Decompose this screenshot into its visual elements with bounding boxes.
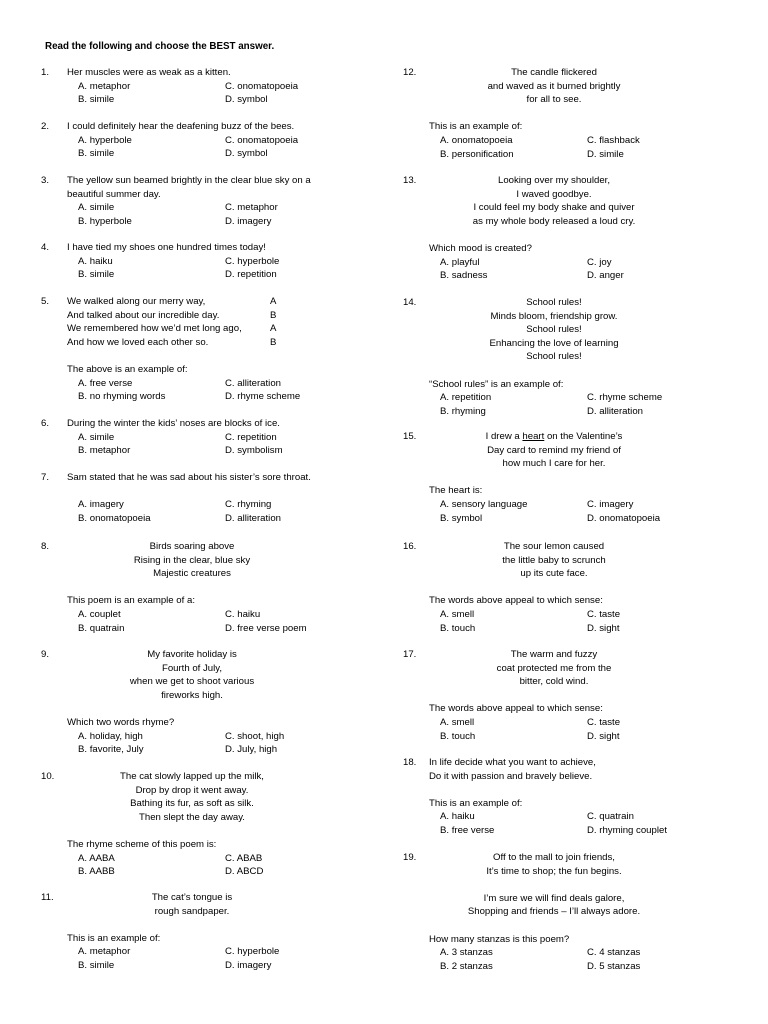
question-prompt: The words above appeal to which sense: <box>429 703 603 715</box>
answer-option: D. sight <box>587 622 620 634</box>
question-number: 11. <box>41 892 54 903</box>
answer-option: D. symbol <box>225 148 268 160</box>
question-number: 3. <box>41 175 50 186</box>
spacer <box>429 228 729 242</box>
answer-option: B. personification <box>440 148 514 160</box>
answer-option: B. 2 stanzas <box>440 960 493 972</box>
answer-option: C. rhyming <box>225 499 272 511</box>
question-text: I have tied my shoes one hundred times today! <box>67 242 266 253</box>
question-prompt: This is an example of: <box>67 932 161 944</box>
answer-option: A. smell <box>440 716 475 728</box>
answer-option: D. alliteration <box>587 405 643 417</box>
underlined-word: heart <box>522 431 545 442</box>
question-body <box>429 66 729 161</box>
spacer <box>67 702 367 716</box>
poem-line: Majestic creatures <box>153 568 231 580</box>
answer-option: C. taste <box>587 716 621 728</box>
question-body <box>429 540 729 635</box>
poem-line: Fourth of July, <box>161 662 223 674</box>
answer-option: D. imagery <box>225 215 272 227</box>
poem-line: And talked about our incredible day. <box>67 309 220 321</box>
question-number: 14. <box>403 297 417 308</box>
poem-line: up its cute face. <box>520 568 588 580</box>
answer-option: B. free verse <box>440 824 495 836</box>
spacer <box>429 581 729 595</box>
question-prompt: This poem is an example of a: <box>67 595 195 607</box>
answer-option: C. alliteration <box>225 377 281 389</box>
rhyme-letter: A <box>270 323 277 335</box>
question-number: 6. <box>41 418 50 429</box>
answer-options <box>78 255 367 282</box>
poem-line: Do it with passion and bravely believe. <box>429 770 593 782</box>
poem-line: and waved as it burned brightly <box>487 80 621 92</box>
answer-options <box>440 134 729 161</box>
question-body <box>67 174 367 228</box>
question-number: 1. <box>41 67 50 78</box>
spacer <box>429 364 729 378</box>
poem-line: The sour lemon caused <box>503 541 605 552</box>
answer-options <box>78 852 367 879</box>
question-body <box>67 417 367 458</box>
answer-option: B. quatrain <box>78 622 125 634</box>
answer-option: A. onomatopoeia <box>440 134 513 146</box>
answer-options <box>78 608 367 635</box>
poem-line: as my whole body released a loud cry. <box>472 215 636 227</box>
answer-option: C. repetition <box>225 431 277 443</box>
question-number: 7. <box>41 472 50 483</box>
answer-option: C. onomatopoeia <box>225 80 299 92</box>
answer-option: D. rhyming couplet <box>587 824 667 836</box>
answer-option: C. quatrain <box>587 811 634 823</box>
answer-option: C. haiku <box>225 608 261 620</box>
question-text: beautiful summer day. <box>67 188 161 200</box>
answer-option: C. metaphor <box>225 202 278 214</box>
question-text: I could definitely hear the deafening buzz of the bees. <box>67 121 295 132</box>
poem-line: School rules! <box>526 351 582 363</box>
answer-options <box>440 608 729 635</box>
answer-option: C. imagery <box>587 498 634 510</box>
answer-options <box>78 80 367 107</box>
answer-option: B. favorite, July <box>78 744 144 756</box>
rhyme-letter: B <box>270 309 277 321</box>
poem-line: The cat’s tongue is <box>151 892 233 903</box>
poem-line: how much I care for her. <box>502 458 606 470</box>
answer-option: B. simile <box>78 959 115 971</box>
answer-option: B. symbol <box>440 512 483 524</box>
question-prompt: This is an example of: <box>429 121 523 133</box>
poem-line: Rising in the clear, blue sky <box>133 554 251 566</box>
answer-option: B. touch <box>440 730 476 742</box>
answer-option: A. holiday, high <box>78 730 143 742</box>
answer-option: B. metaphor <box>78 445 131 457</box>
question-number: 10. <box>41 771 55 782</box>
poem-line: The candle flickered <box>511 67 597 78</box>
answer-option: D. symbol <box>225 94 268 106</box>
poem-line: Minds bloom, friendship grow. <box>490 310 618 322</box>
question-number: 8. <box>41 541 50 552</box>
answer-option: D. free verse poem <box>225 622 307 634</box>
question-number: 13. <box>403 175 417 186</box>
answer-option: A. sensory language <box>440 498 528 510</box>
answer-option: D. repetition <box>225 269 277 281</box>
answer-option: B. no rhyming words <box>78 391 166 403</box>
answer-option: D. July, high <box>225 744 278 756</box>
answer-option: B. rhyming <box>440 405 486 417</box>
poem-line: the little baby to scrunch <box>502 554 606 566</box>
answer-options <box>440 498 729 525</box>
spacer <box>429 107 729 121</box>
question-prompt: Which two words rhyme? <box>67 716 175 728</box>
question-body <box>429 296 729 418</box>
poem-line: We walked along our merry way, <box>67 296 206 307</box>
answer-option: A. haiku <box>78 255 113 267</box>
spacer <box>429 919 729 933</box>
poem-line: I drew a heart on the Valentine’s <box>485 431 623 442</box>
poem-line: when we get to shoot various <box>129 676 255 688</box>
question-number: 12. <box>403 67 417 78</box>
question-body <box>67 471 367 525</box>
spacer <box>67 918 367 932</box>
answer-options <box>78 431 367 458</box>
question-number: 19. <box>403 852 417 863</box>
rhyme-letter: B <box>270 336 277 348</box>
spacer <box>67 824 367 838</box>
answer-option: A. AABA <box>78 852 115 864</box>
answer-option: A. imagery <box>78 499 124 511</box>
answer-option: C. onomatopoeia <box>225 134 299 146</box>
question-prompt: “School rules” is an example of: <box>429 378 564 390</box>
question-text: Sam stated that he was sad about his sister’s sore throat. <box>67 472 311 483</box>
question-body <box>67 120 367 161</box>
answer-option: D. simile <box>587 148 624 160</box>
poem-line: Bathing its fur, as soft as silk. <box>130 798 254 810</box>
spacer <box>429 878 729 892</box>
question-body <box>67 241 367 282</box>
poem-line: Day card to remind my friend of <box>487 444 621 456</box>
question-body <box>429 851 729 973</box>
poem-line: Off to the mall to join friends, <box>493 852 615 863</box>
answer-option: C. shoot, high <box>225 730 285 742</box>
poem-line: coat protected me from the <box>496 662 612 674</box>
poem-line: We remembered how we’d met long ago, <box>67 323 242 335</box>
answer-options <box>78 377 367 404</box>
question-body <box>67 891 367 973</box>
spacer <box>429 471 729 485</box>
answer-option: D. symbolism <box>225 445 283 457</box>
question-body <box>429 430 729 525</box>
question-body <box>429 174 729 283</box>
poem-line: Enhancing the love of learning <box>489 337 619 349</box>
question-body <box>429 648 729 743</box>
spacer <box>67 581 367 595</box>
question-number: 16. <box>403 541 417 552</box>
answer-option: D. onomatopoeia <box>587 512 661 524</box>
question-body <box>67 295 367 404</box>
answer-option: A. metaphor <box>78 80 131 92</box>
answer-option: B. simile <box>78 148 115 160</box>
answer-option: A. simile <box>78 431 115 443</box>
answer-option: B. sadness <box>440 270 488 282</box>
question-body <box>67 540 367 635</box>
answer-option: D. sight <box>587 730 620 742</box>
poem-line: for all to see. <box>526 94 582 106</box>
poem-line: And how we loved each other so. <box>67 336 209 348</box>
poem-line: In life decide what you want to achieve, <box>429 757 596 768</box>
answer-option: B. touch <box>440 622 476 634</box>
answer-option: A. repetition <box>440 392 492 404</box>
answer-option: C. 4 stanzas <box>587 947 641 959</box>
question-text: During the winter the kids’ noses are blocks of ice. <box>67 418 280 429</box>
question-body <box>67 66 367 107</box>
answer-options <box>440 716 729 743</box>
poem-line: Drop by drop it went away. <box>135 784 249 796</box>
answer-options <box>78 498 367 525</box>
question-number: 4. <box>41 242 50 253</box>
answer-option: D. anger <box>587 270 624 282</box>
answer-option: B. simile <box>78 269 115 281</box>
poem-line: The cat slowly lapped up the milk, <box>120 771 264 782</box>
poem-line: School rules! <box>526 297 582 308</box>
question-prompt: This is an example of: <box>429 797 523 809</box>
question-number: 18. <box>403 757 417 768</box>
question-number: 9. <box>41 649 50 660</box>
answer-options <box>440 391 729 418</box>
answer-option: B. onomatopoeia <box>78 512 151 524</box>
question-number: 17. <box>403 649 417 660</box>
question-number: 15. <box>403 431 417 442</box>
answer-options <box>440 810 729 837</box>
question-prompt: How many stanzas is this poem? <box>429 933 570 945</box>
poem-line: School rules! <box>526 324 582 336</box>
poem-line: I’m sure we will find deals galore, <box>483 892 625 904</box>
worksheet-heading: Read the following and choose the BEST answer. <box>45 41 275 52</box>
question-prompt: Which mood is created? <box>429 242 532 254</box>
poem-line: Birds soaring above <box>149 541 235 552</box>
poem-line: Shopping and friends – I’ll always adore. <box>467 906 641 918</box>
answer-option: A. hyperbole <box>78 134 132 146</box>
poem-line: fireworks high. <box>161 689 223 701</box>
question-prompt: The rhyme scheme of this poem is: <box>67 838 217 850</box>
poem-line: I could feel my body shake and quiver <box>473 202 635 214</box>
question-prompt: The heart is: <box>429 485 483 497</box>
poem-line: My favorite holiday is <box>147 649 237 660</box>
answer-option: A. free verse <box>78 377 133 389</box>
answer-option: A. smell <box>440 608 475 620</box>
question-number: 2. <box>41 121 50 132</box>
answer-option: B. hyperbole <box>78 215 132 227</box>
answer-option: D. ABCD <box>225 866 264 878</box>
spacer <box>429 689 729 703</box>
question-text <box>67 485 367 499</box>
answer-option: A. couplet <box>78 608 121 620</box>
answer-option: C. taste <box>587 608 621 620</box>
question-number: 5. <box>41 296 50 307</box>
answer-option: C. rhyme scheme <box>587 392 663 404</box>
question-body <box>67 770 367 879</box>
answer-option: D. rhyme scheme <box>225 391 301 403</box>
answer-option: B. simile <box>78 94 115 106</box>
answer-option: D. alliteration <box>225 512 281 524</box>
poem-line: I waved goodbye. <box>516 188 592 200</box>
answer-option: A. simile <box>78 202 115 214</box>
question-text: The yellow sun beamed brightly in the clear blue sky on a <box>67 175 311 186</box>
spacer <box>67 349 367 363</box>
question-text: Her muscles were as weak as a kitten. <box>67 67 231 78</box>
answer-option: C. ABAB <box>225 852 263 864</box>
poem-line: bitter, cold wind. <box>519 676 589 688</box>
question-body <box>67 648 367 757</box>
rhyme-scheme-poem <box>67 295 367 349</box>
answer-option: A. 3 stanzas <box>440 947 493 959</box>
answer-options <box>78 134 367 161</box>
rhyme-letter: A <box>270 296 277 307</box>
poem-line: It’s time to shop; the fun begins. <box>486 865 622 877</box>
poem-line: rough sandpaper. <box>154 905 230 917</box>
question-prompt: The above is an example of: <box>67 363 188 375</box>
answer-options <box>440 256 729 283</box>
answer-options <box>78 945 367 972</box>
question-prompt: The words above appeal to which sense: <box>429 595 603 607</box>
poem-line: Then slept the day away. <box>139 811 245 823</box>
answer-option: A. playful <box>440 256 480 268</box>
answer-option: A. metaphor <box>78 946 131 958</box>
answer-option: A. haiku <box>440 811 475 823</box>
answer-option: C. hyperbole <box>225 255 280 267</box>
question-body <box>429 756 729 838</box>
poem-line: Looking over my shoulder, <box>498 175 610 186</box>
answer-option: C. joy <box>587 256 612 268</box>
answer-option: C. flashback <box>587 134 640 146</box>
answer-option: C. hyperbole <box>225 946 280 958</box>
spacer <box>429 783 729 797</box>
answer-options <box>78 730 367 757</box>
answer-option: D. imagery <box>225 959 272 971</box>
answer-option: B. AABB <box>78 866 115 878</box>
answer-options <box>78 201 367 228</box>
answer-option: D. 5 stanzas <box>587 960 641 972</box>
answer-options <box>440 946 729 973</box>
poem-line: The warm and fuzzy <box>510 649 598 660</box>
